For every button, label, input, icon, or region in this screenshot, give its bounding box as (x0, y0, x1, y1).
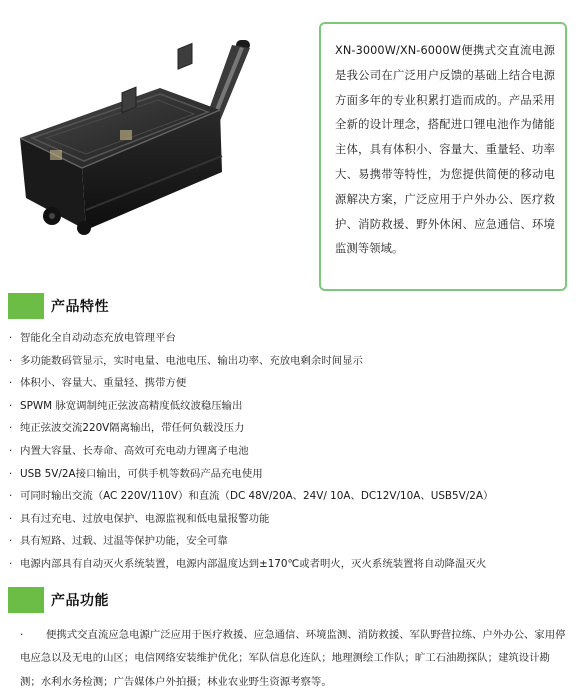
feature-text: 智能化全自动动态充放电管理平台 (20, 332, 176, 344)
feature-item (9, 327, 493, 350)
feature-text: 可同时输出交流（AC 220V/110V）和直流（DC 48V/20A、24V/ 10A、DC12V/10A、USB5V/2A） (20, 490, 494, 503)
bullet: · (9, 399, 13, 412)
feature-item (9, 463, 493, 486)
bullet: · (20, 629, 24, 641)
feature-item (9, 350, 493, 373)
feature-text: 具有短路、过载、过温等保护功能，安全可靠 (20, 535, 228, 548)
features-list (9, 327, 493, 576)
bullet: · (9, 467, 13, 480)
feature-text: 多功能数码管显示，实时电量、电池电压、输出功率、充放电剩余时间显示 (20, 354, 363, 367)
feature-text: SPWM 脉宽调制纯正弦波高精度低纹波稳压输出 (20, 399, 243, 412)
functions-text: 便携式交直流应急电源广泛应用于医疗救援、应急通信、环境监测、消防救援、军队野营拉练、户外办公、家用停电应急以及无电的山区；电信网络安装维护优化；军队信息化连队；地理测绘工作队；旷工石油勘探队；建筑设计勘测；水利水务检测；广告媒体户外拍摄；林业农业野生资源考察等。 (20, 629, 566, 688)
feature-item (9, 530, 493, 553)
bullet: · (9, 490, 13, 503)
functions-title: 产品功能 (51, 593, 109, 609)
bullet: · (9, 557, 13, 570)
bullet: · (9, 444, 13, 457)
bullet: · (9, 512, 13, 525)
bullet: · (9, 354, 13, 367)
feature-item (9, 508, 493, 531)
feature-item (9, 372, 493, 395)
intro-box (319, 22, 567, 291)
functions-section-header (8, 587, 109, 613)
intro-text: XN-3000W/XN-6000W便携式交直流电源是我公司在广泛用户反馈的基础上结合电源方面多年的专业积累打造而成的。产品采用全新的设计理念，搭配进口锂电池作为储能主体，具有体积小、容量大、重量轻、功率大、易携带等特性，为您提供简便的移动电源解决方案，广泛应用于户外办公、医疗救护、消防救援、野外休闲、应急通信、环境监测等领域。 (335, 44, 555, 256)
feature-text: 具有过充电、过放电保护、电源监视和低电量报警功能 (20, 512, 270, 525)
feature-text: 体积小、容量大、重量轻、携带方便 (20, 377, 187, 390)
feature-text: 内置大容量、长寿命、高效可充电动力锂离子电池 (20, 444, 249, 457)
features-title: 产品特性 (51, 299, 109, 315)
bullet: · (9, 535, 13, 548)
features-section-header (8, 293, 109, 319)
bullet: · (9, 377, 13, 390)
bullet: · (9, 422, 13, 435)
product-image (10, 40, 270, 235)
section-bar (8, 587, 44, 613)
section-bar (8, 293, 44, 319)
feature-item (9, 553, 493, 576)
feature-item (9, 395, 493, 418)
feature-text: 电源内部具有自动灭火系统装置，电源内部温度达到±170℃或者明火，灭火系统装置将自动降温灭火 (20, 557, 487, 570)
feature-item (9, 417, 493, 440)
feature-item (9, 485, 493, 508)
feature-item (9, 440, 493, 463)
bullet: · (9, 332, 13, 344)
feature-text: USB 5V/2A接口输出，可供手机等数码产品充电使用 (20, 467, 263, 480)
functions-paragraph (20, 624, 566, 694)
feature-text: 纯正弦波交流220V隔离输出，带任何负载没压力 (20, 422, 245, 435)
